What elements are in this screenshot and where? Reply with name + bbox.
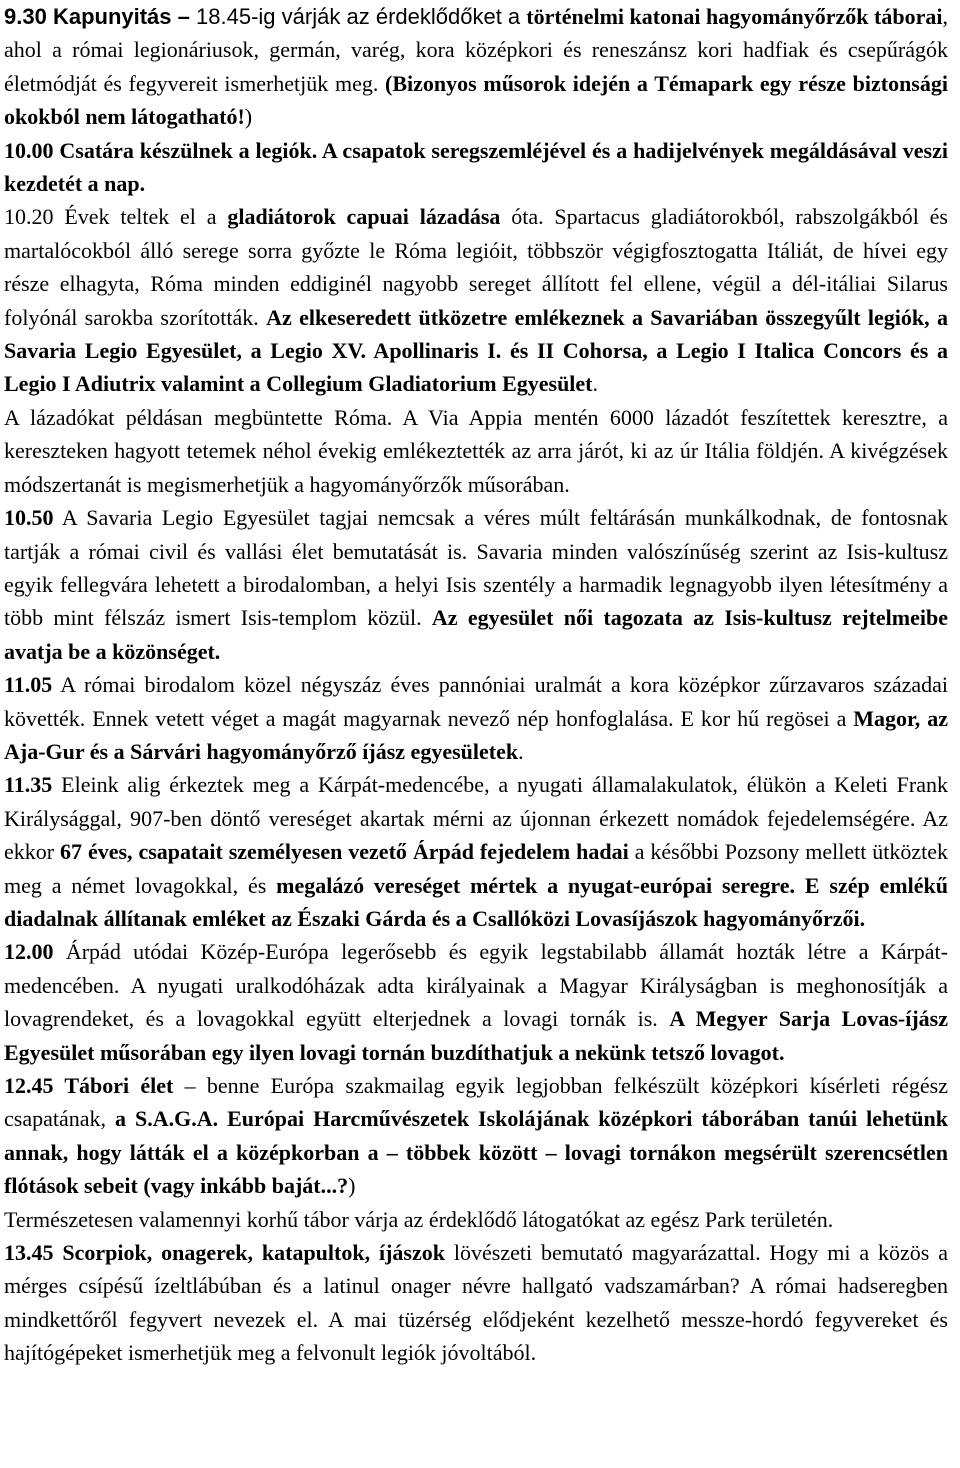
bold-text-segment: a S.A.G.A. Európai Harcművészetek Iskolájának középkori táborában tanúi lehetünk annak, hogy látták el a középkorban a – többek között – lovagi tornákon megsérült szerencsétlen flótások sebeit (vagy inkább baját...? xyxy=(4,1106,948,1199)
paragraph xyxy=(4,200,948,400)
bold-text-segment: 11.05 xyxy=(4,672,53,698)
paragraph xyxy=(4,1069,948,1203)
bold-text-segment: Az egyesület női tagozata az Isis-kultusz rejtelmeibe avatja be a közönséget. xyxy=(4,605,948,664)
text-segment: A római birodalom közel négyszáz éves pannóniai uralmát a kora középkor zűrzavaros századai követték. Ennek vetett véget a magát magyarnak nevező nép honfoglalása. E kor hű regösei a xyxy=(4,672,948,731)
text-segment: A lázadókat példásan megbüntette Róma. A Via Appia mentén 6000 lázadót feszítettek keresztre, a kereszteken hagyott tetemek néhol évekig emlékeztették az arra járót, ki az úr Itália földjén. A kivégzések módszertanát is megismerhetjük a hagyományőrzők műsorában. xyxy=(4,404,948,497)
text-segment: lövészeti bemutató magyarázattal. Hogy mi a közös a mérges csípésű ízeltlábúban és a latinul onager névre hallgató vadszamárban? A római hadseregben mindkettőről fegyvert nevezek el. A mai tüzérség elődjeként kezelhető messze-hordó fegyvereket és hajítógépeket ismerhetjük meg a felvonult legiók jóvoltából. xyxy=(4,1240,948,1366)
text-segment: , ahol a római legionáriusok, germán, varég, kora középkori és reneszánsz kori hadfiak és csepűrágók életmódját és fegyvereit ismerhetjük meg. xyxy=(4,4,948,96)
paragraph xyxy=(4,134,948,201)
bold-text-segment: 13.45 Scorpiok, onagerek, katapultok, íjászok xyxy=(4,1240,445,1266)
text-segment: a későbbi Pozsony mellett ütköztek meg a német lovagokkal, és xyxy=(4,839,949,898)
text-segment: óta. Spartacus gladiátorokból, rabszolgákból és martalócokból álló serege sorra győzte le Róma legióit, többször végigfosztogatta Itáliát, de hívei egy része elhagyta, Róma minden eddiginél nagyobb sereget állított fel ellene, végül a dél-itáliai Silarus folyónál sarokba szorították. xyxy=(4,204,948,330)
paragraph xyxy=(4,1236,948,1370)
bold-text-segment: 67 éves, csapatait személyesen vezető Árpád fejedelem hadai xyxy=(60,839,629,865)
bold-text-segment: 10.00 Csatára készülnek a legiók. A csapatok seregszemléjével és a hadijelvények megáldásával veszi kezdetét a nap. xyxy=(4,137,948,197)
bold-text-segment: A Megyer Sarja Lovas-íjász Egyesület műsorában egy ilyen lovagi tornán buzdíthatjuk a nekünk tetsző lovagot. xyxy=(4,1006,948,1065)
paragraph xyxy=(4,401,948,501)
text-segment: Árpád utódai Közép-Európa legerősebb és egyik legstabilabb államát hozták létre a Kárpát-medencében. A nyugati uralkodóházak adta királyainak a Magyar Királyságban is meghonosítják a lovagrendeket, és a lovagokkal együtt elterjednek a lovagi tornák is. xyxy=(4,939,948,1032)
bold-text-segment: 12.00 xyxy=(4,939,54,965)
paragraph xyxy=(4,1203,948,1236)
paragraph xyxy=(4,501,948,668)
paragraph xyxy=(4,668,948,768)
bold-text-segment: Az elkeseredett ütközetre emlékeznek a Savariában összegyűlt legiók, a Savaria Legio Egyesület, a Legio XV. Apollinaris I. és II Cohorsa, a Legio I Italica Concors és a Legio I Adiutrix valamint a Collegium Gladiatorium Egyesület xyxy=(4,304,948,397)
paragraph xyxy=(4,935,948,1069)
text-segment: Eleink alig érkeztek meg a Kárpát-medencébe, a nyugati államalakulatok, élükön a Keleti Frank Királysággal, 907-ben döntő vereséget akartak mérni az újonnan érkezett nomádok fejedelemségére. Az ekkor xyxy=(4,772,948,865)
text-segment: . xyxy=(518,738,524,764)
paragraph xyxy=(4,768,948,935)
text-segment: ) xyxy=(348,1173,356,1199)
bold-text-segment: történelmi katonai hagyományőrzők táborai xyxy=(526,4,943,29)
bold-text-segment: gladiátorok capuai lázadása xyxy=(227,204,501,230)
text-segment: Természetesen valamennyi korhű tábor várja az érdeklődő látogatókat az egész Park területén. xyxy=(4,1206,834,1232)
bold-text-segment: 12.45 Tábori élet xyxy=(4,1073,174,1098)
bold-text-segment: 9.30 Kapunyitás – xyxy=(4,4,197,29)
bold-text-segment: 11.35 xyxy=(4,772,53,798)
text-segment: – benne Európa szakmailag egyik legjobban felkészült középkori kísérleti régész csapatának, xyxy=(4,1073,949,1132)
bold-text-segment: Magor, az Aja-Gur és a Sárvári hagyományőrző íjász egyesületek xyxy=(4,705,948,764)
bold-text-segment: 10.50 xyxy=(4,505,54,531)
text-segment: 10.20 Évek teltek el a xyxy=(4,204,228,230)
text-segment: ) xyxy=(244,104,253,130)
paragraph xyxy=(4,0,948,134)
bold-text-segment: (Bizonyos műsorok idején a Témapark egy része biztonsági okokból nem látogatható! xyxy=(4,70,948,130)
bold-text-segment: megalázó vereséget mértek a nyugat-európai seregre. E szép emlékű diadalnak állítanak emléket az Északi Gárda és a Csallóközi Lovasíjászok hagyományőrzői. xyxy=(4,872,948,931)
text-segment: . xyxy=(592,371,599,397)
text-segment: A Savaria Legio Egyesület tagjai nemcsak a véres múlt feltárásán munkálkodnak, de fontosnak tartják a római civil és vallási élet bemutatását is. Savaria minden valószínűség szerint az Isis-kultusz egyik fellegvára lehetett a birodalomban, a helyi Isis szentély a harmadik legnagyobb ilyen létesítmény a több mint félszáz ismert Isis-templom közül. xyxy=(4,505,948,631)
text-segment: 18.45-ig várják az érdeklődőket a xyxy=(196,4,527,29)
